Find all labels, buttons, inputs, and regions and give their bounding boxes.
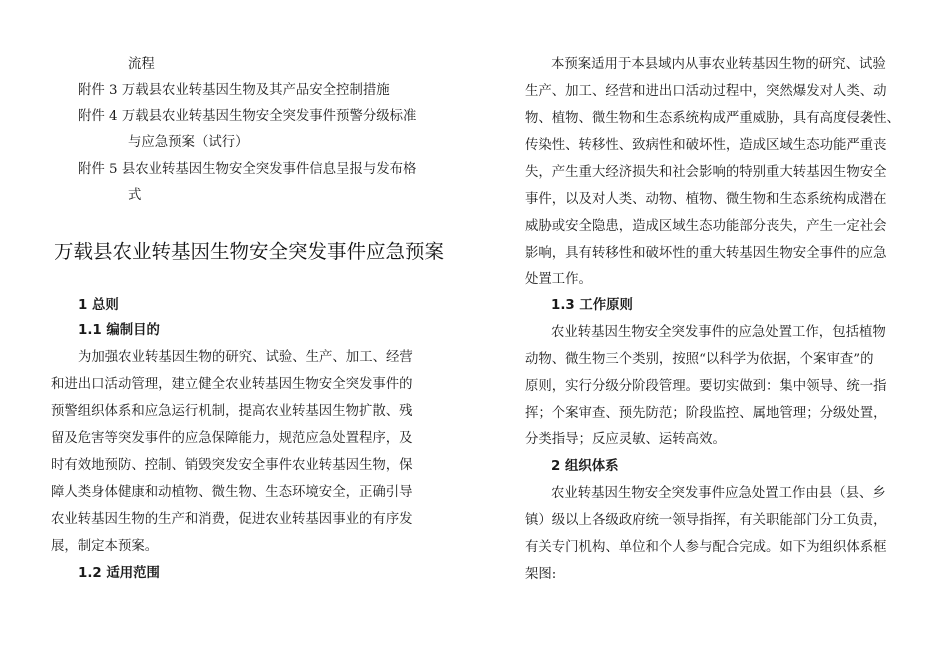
subsection-heading: 1.1 编制目的 bbox=[78, 323, 160, 338]
paragraph-line: 动物、微生物三个类别，按照“以科学为依据，个案审查”的 bbox=[525, 352, 874, 367]
paragraph-line: 威胁或安全隐患，造成区域生态功能部分丧失，产生一定社会 bbox=[525, 219, 887, 234]
paragraph-line: 留及危害等突发事件的应急保障能力，规范应急处置程序，及 bbox=[51, 431, 413, 446]
paragraph-line: 障人类身体健康和动植物、微生物、生态环境安全，正确引导 bbox=[51, 485, 413, 500]
paragraph-line: 事件，以及对人类、动物、植物、微生物和生态系统构成潜在 bbox=[525, 192, 887, 207]
paragraph-line: 传染性、转移性、致病性和破坏性，造成区域生态功能严重丧 bbox=[525, 138, 887, 153]
paragraph-line: 处置工作。 bbox=[525, 272, 592, 287]
paragraph-line: 农业转基因生物的生产和消费，促进农业转基因事业的有序发 bbox=[51, 512, 413, 527]
paragraph-line: 时有效地预防、控制、销毁突发安全事件农业转基因生物，保 bbox=[51, 458, 413, 473]
paragraph-line: 有关专门机构、单位和个人参与配合完成。如下为组织体系框 bbox=[525, 540, 887, 555]
paragraph-line: 为加强农业转基因生物的研究、试验、生产、加工、经营 bbox=[78, 350, 413, 365]
document-title: 万载县农业转基因生物安全突发事件应急预案 bbox=[54, 240, 445, 263]
section-heading: 1 总则 bbox=[78, 298, 119, 313]
paragraph-line: 和进出口活动管理，建立健全农业转基因生物安全突发事件的 bbox=[51, 377, 413, 392]
paragraph-line: 生产、加工、经营和进出口活动过程中，突然爆发对人类、动 bbox=[525, 84, 887, 99]
subsection-heading: 1.3 工作原则 bbox=[551, 298, 633, 313]
attachment-line: 附件 4 万载县农业转基因生物安全突发事件预警分级标准 bbox=[78, 109, 417, 124]
paragraph-line: 影响，具有转移性和破坏性的重大转基因生物安全事件的应急 bbox=[525, 246, 887, 261]
paragraph-line: 失，产生重大经济损失和社会影响的特别重大转基因生物安全 bbox=[525, 165, 887, 180]
section-heading: 2 组织体系 bbox=[551, 459, 619, 474]
attachment-line: 附件 5 县农业转基因生物安全突发事件信息呈报与发布格 bbox=[78, 162, 417, 177]
paragraph-line: 挥；个案审查、预先防范；阶段监控、属地管理；分级处置， bbox=[525, 406, 887, 421]
attachment-line: 式 bbox=[128, 188, 142, 203]
paragraph-line: 原则，实行分级分阶段管理。要切实做到：集中领导、统一指 bbox=[525, 379, 887, 394]
paragraph-line: 农业转基因生物安全突发事件的应急处置工作，包括植物 bbox=[551, 325, 886, 340]
subsection-heading: 1.2 适用范围 bbox=[78, 566, 160, 581]
paragraph-line: 预警组织体系和应急运行机制，提高农业转基因生物扩散、残 bbox=[51, 404, 413, 419]
attachment-line: 流程 bbox=[128, 57, 155, 72]
paragraph-line: 物、植物、微生物和生态系统构成严重威胁，具有高度侵袭性、 bbox=[525, 111, 900, 126]
paragraph-line: 分类指导；反应灵敏、运转高效。 bbox=[525, 432, 726, 447]
paragraph-line: 展，制定本预案。 bbox=[51, 539, 159, 554]
attachment-line: 附件 3 万载县农业转基因生物及其产品安全控制措施 bbox=[78, 83, 390, 98]
attachment-line: 与应急预案（试行） bbox=[128, 135, 249, 150]
paragraph-line: 架图: bbox=[525, 567, 557, 582]
paragraph-line: 农业转基因生物安全突发事件应急处置工作由县（县、乡 bbox=[551, 486, 886, 501]
paragraph-line: 镇）级以上各级政府统一领导指挥，有关职能部门分工负责， bbox=[525, 513, 887, 528]
paragraph-line: 本预案适用于本县域内从事农业转基因生物的研究、试验 bbox=[551, 57, 886, 72]
